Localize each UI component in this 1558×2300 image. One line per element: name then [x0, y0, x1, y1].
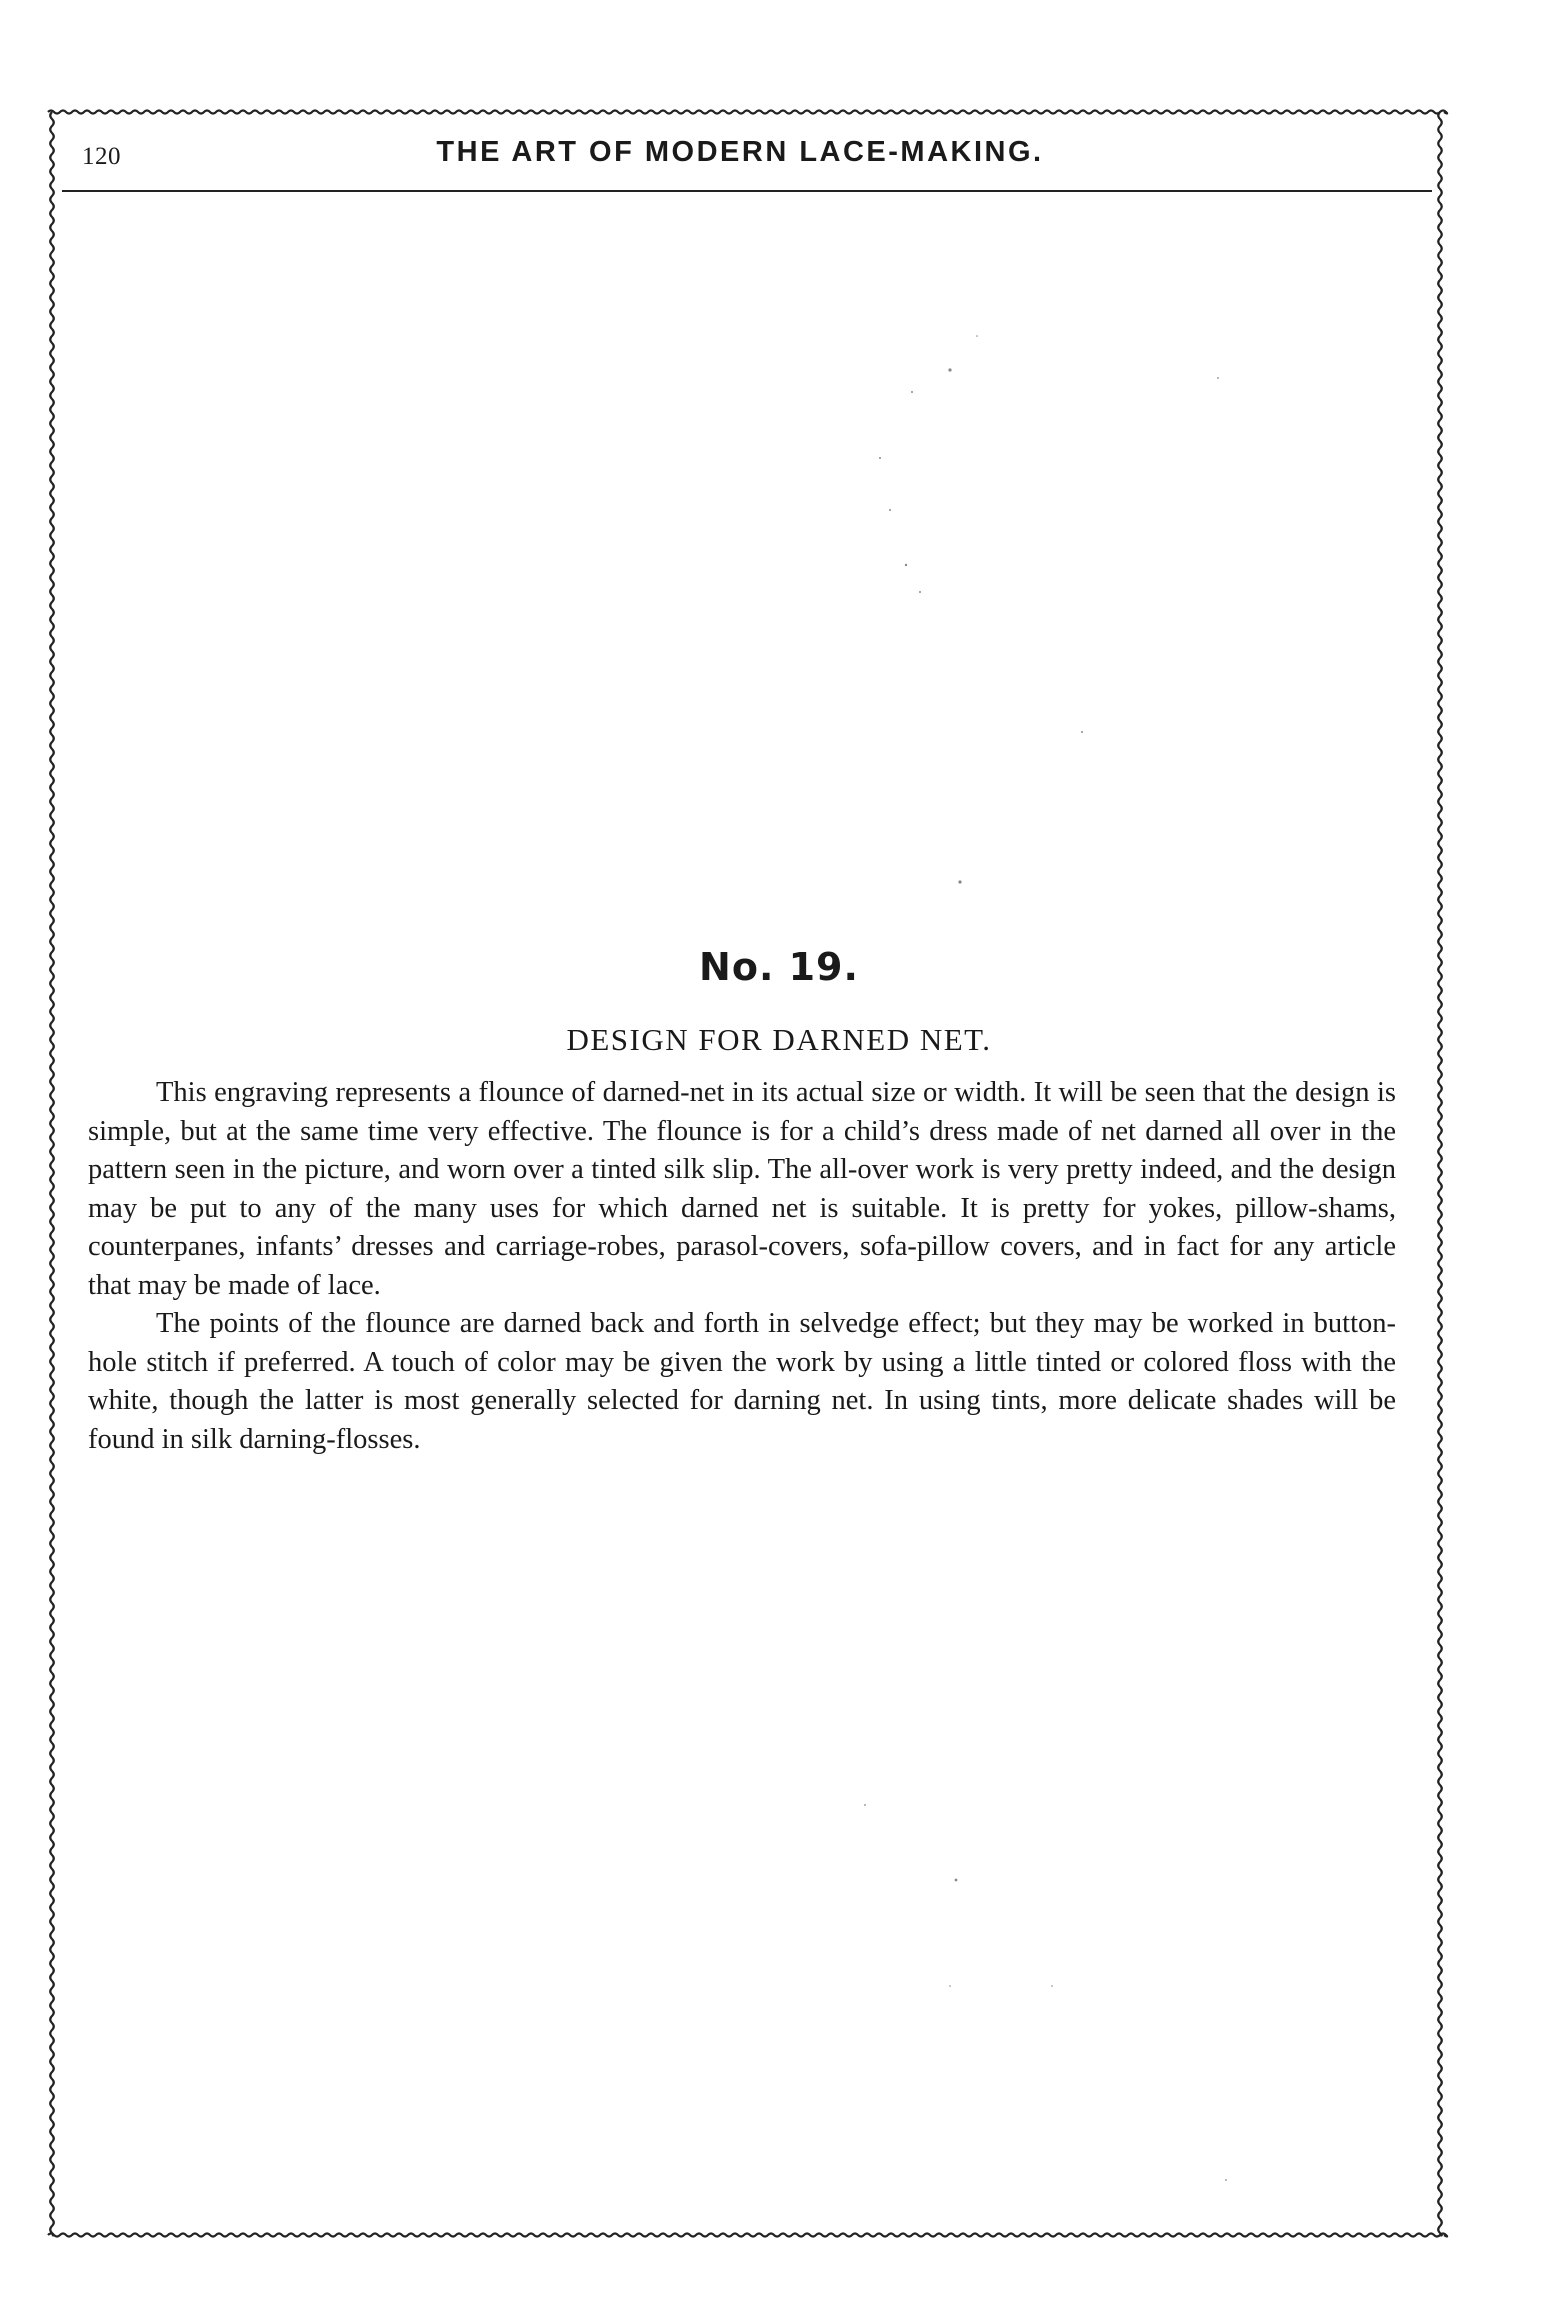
body-text	[88, 1074, 1396, 1459]
border-bottom-wave	[48, 2234, 1447, 2237]
paragraph: The points of the flounce are darned back and forth in selvedge effect; but they may be worked in button-hole stitch if preferred. A touch of color may be given the work by using a little tinted or colored floss with the white, though the latter is most generally selected for darning net. In using tints, more delicate shades will be found in silk darning-flosses.	[88, 1308, 1396, 1455]
header-rule	[62, 190, 1432, 192]
design-number: No. 19.	[699, 945, 859, 989]
running-title: THE ART OF MODERN LACE-MAKING.	[436, 136, 1044, 168]
design-title: DESIGN FOR DARNED NET.	[566, 1022, 992, 1057]
border-left-wave	[50, 112, 54, 2235]
paragraph: This engraving represents a flounce of darned-net in its actual size or width. It will be seen that the design is simple, but at the same time very effective. The flounce is for a child’s dress made of net darned all over in the pattern seen in the picture, and worn over a tinted silk slip. The all-over work is very pretty indeed, and the design may be put to any of the many uses for which darned net is suitable. It is pretty for yokes, pillow-shams, counterpanes, infants’ dresses and carriage-robes, parasol-covers, sofa-pillow covers, and in fact for any article that may be made of lace.	[88, 1077, 1396, 1301]
border-top-wave	[48, 111, 1447, 114]
border-right-wave	[1438, 112, 1442, 2235]
page-number: 120	[82, 143, 121, 170]
